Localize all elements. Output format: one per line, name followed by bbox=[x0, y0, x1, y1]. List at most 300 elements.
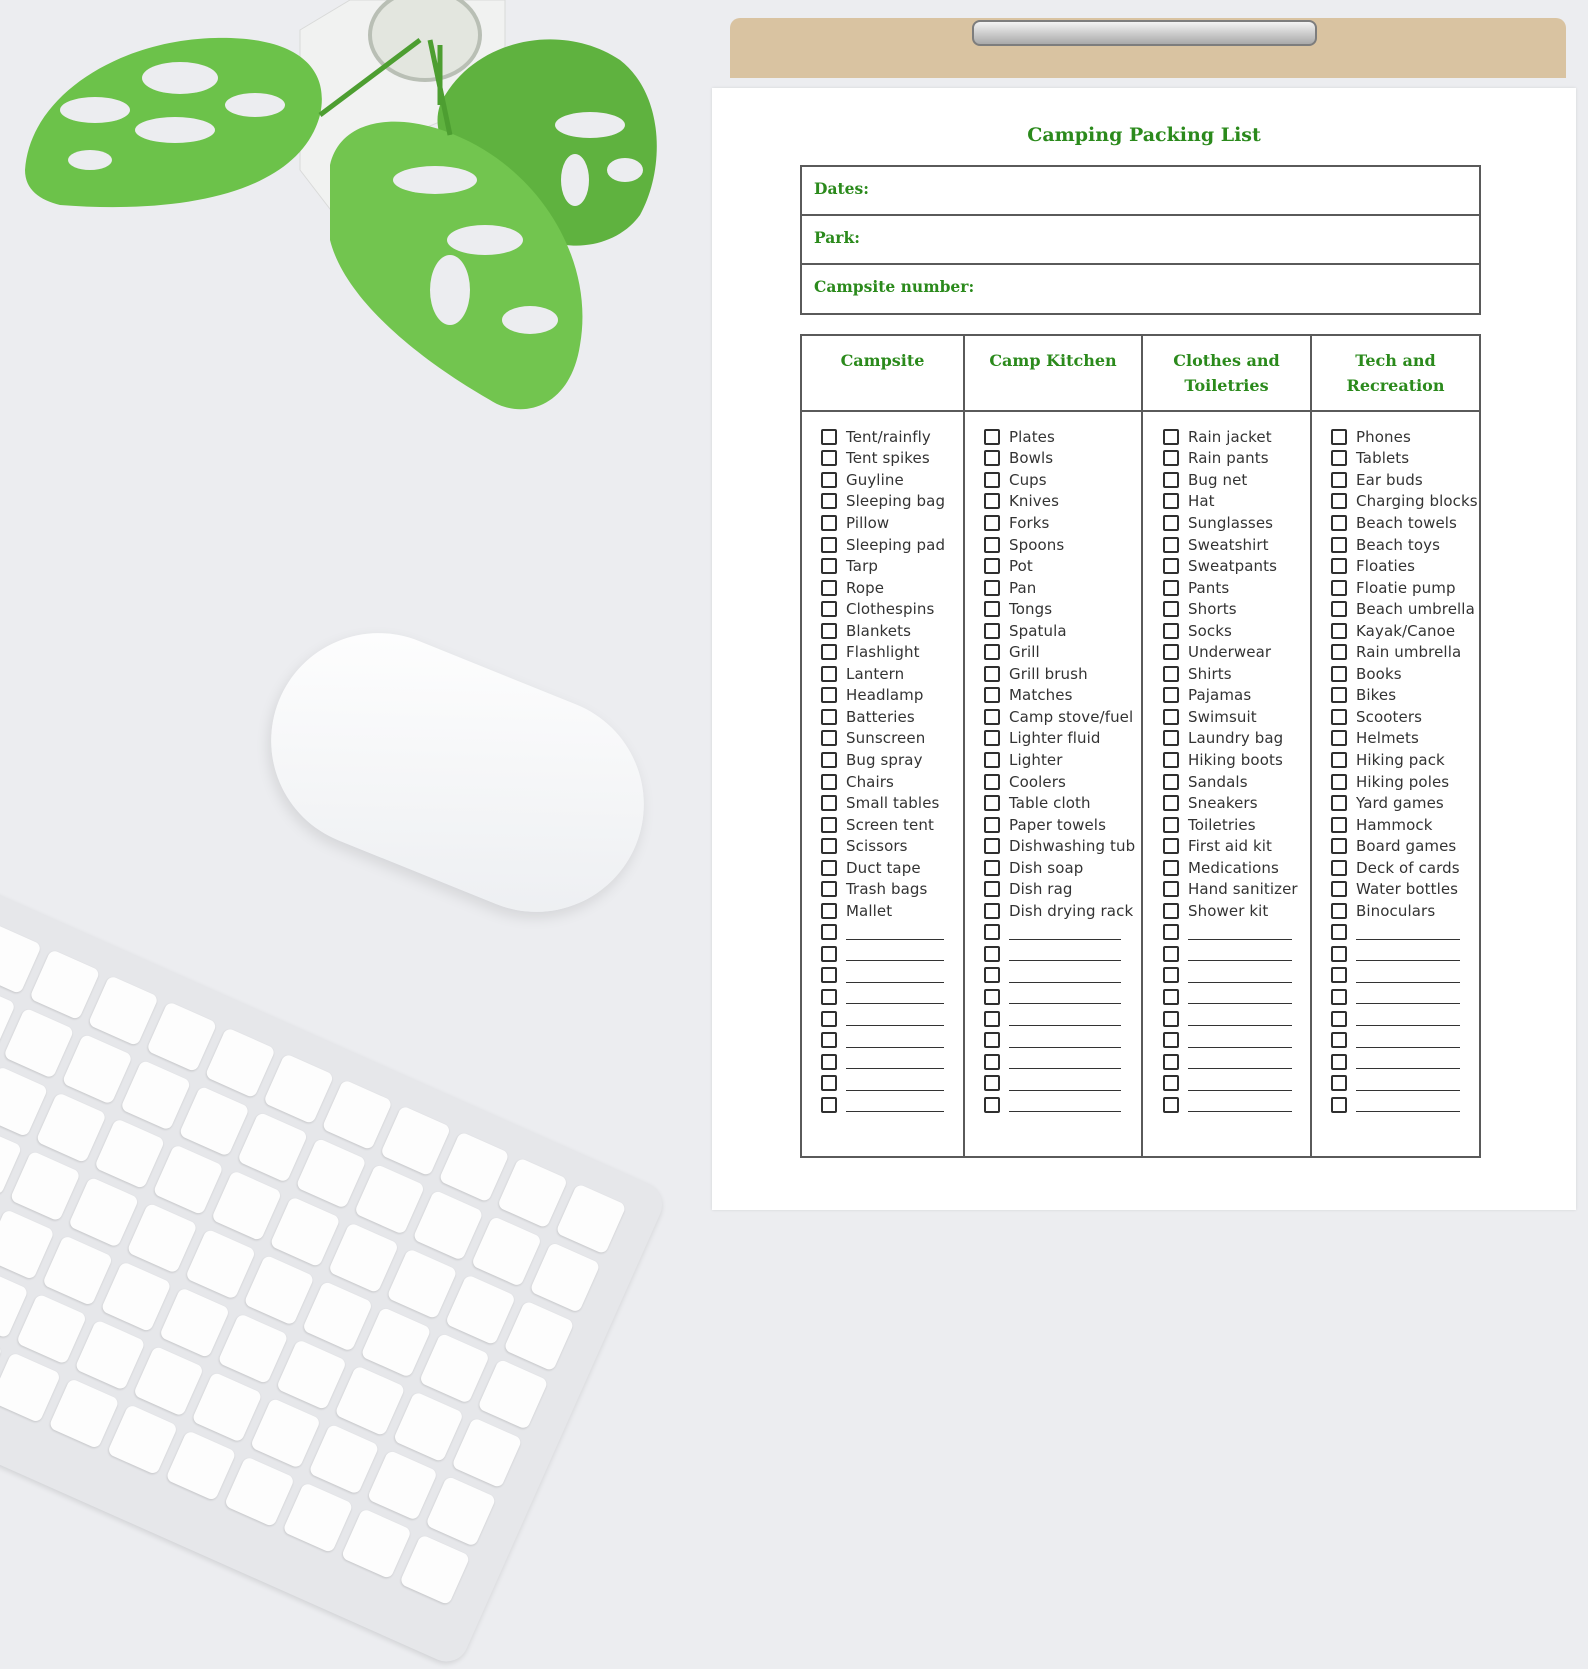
checkbox-icon[interactable] bbox=[1331, 429, 1347, 445]
checkbox-icon[interactable] bbox=[1331, 774, 1347, 790]
blank-checklist-item[interactable] bbox=[821, 1008, 963, 1030]
checklist-item[interactable] bbox=[1331, 900, 1479, 922]
checkbox-icon[interactable] bbox=[1163, 730, 1179, 746]
blank-checklist-item[interactable] bbox=[821, 965, 963, 987]
checklist-item[interactable] bbox=[821, 469, 963, 491]
checkbox-icon[interactable] bbox=[1331, 817, 1347, 833]
blank-checklist-item[interactable] bbox=[984, 1008, 1141, 1030]
write-in-line[interactable] bbox=[846, 993, 944, 1004]
checkbox-icon[interactable] bbox=[984, 967, 1000, 983]
checkbox-icon[interactable] bbox=[821, 1054, 837, 1070]
checklist-item[interactable] bbox=[821, 685, 963, 707]
write-in-line[interactable] bbox=[1356, 972, 1460, 983]
checkbox-icon[interactable] bbox=[821, 644, 837, 660]
blank-checklist-item[interactable] bbox=[1331, 965, 1479, 987]
checkbox-icon[interactable] bbox=[1331, 537, 1347, 553]
checkbox-icon[interactable] bbox=[1331, 623, 1347, 639]
blank-checklist-item[interactable] bbox=[1163, 1051, 1310, 1073]
checkbox-icon[interactable] bbox=[1331, 709, 1347, 725]
checkbox-icon[interactable] bbox=[1163, 493, 1179, 509]
checklist-item[interactable] bbox=[1163, 491, 1310, 513]
checkbox-icon[interactable] bbox=[821, 558, 837, 574]
checklist-item[interactable] bbox=[821, 706, 963, 728]
blank-checklist-item[interactable] bbox=[1331, 1008, 1479, 1030]
checklist-item[interactable] bbox=[984, 749, 1141, 771]
checkbox-icon[interactable] bbox=[984, 493, 1000, 509]
write-in-line[interactable] bbox=[846, 950, 944, 961]
checklist-item[interactable] bbox=[1331, 426, 1479, 448]
keyboard-key bbox=[321, 1079, 392, 1150]
checklist-item[interactable] bbox=[984, 835, 1141, 857]
checklist-item[interactable] bbox=[1163, 814, 1310, 836]
checklist-item[interactable] bbox=[1331, 814, 1479, 836]
write-in-line[interactable] bbox=[1188, 929, 1292, 940]
checkbox-icon[interactable] bbox=[1163, 623, 1179, 639]
checkbox-icon[interactable] bbox=[1163, 860, 1179, 876]
checkbox-icon[interactable] bbox=[1331, 1097, 1347, 1113]
checklist-item[interactable] bbox=[984, 814, 1141, 836]
checkbox-icon[interactable] bbox=[1163, 946, 1179, 962]
checklist-item[interactable] bbox=[1163, 598, 1310, 620]
checkbox-icon[interactable] bbox=[1331, 450, 1347, 466]
checkbox-icon[interactable] bbox=[984, 752, 1000, 768]
checklist-item[interactable] bbox=[1331, 469, 1479, 491]
checklist-item[interactable] bbox=[1163, 728, 1310, 750]
blank-checklist-item[interactable] bbox=[1331, 986, 1479, 1008]
checklist-item[interactable] bbox=[984, 663, 1141, 685]
blank-checklist-item[interactable] bbox=[984, 1072, 1141, 1094]
blank-checklist-item[interactable] bbox=[821, 1072, 963, 1094]
checkbox-icon[interactable] bbox=[1331, 558, 1347, 574]
checklist-item[interactable] bbox=[984, 706, 1141, 728]
write-in-line[interactable] bbox=[1356, 1058, 1460, 1069]
checklist-item[interactable] bbox=[1163, 577, 1310, 599]
write-in-line[interactable] bbox=[1009, 993, 1121, 1004]
write-in-line[interactable] bbox=[1356, 1080, 1460, 1091]
write-in-line[interactable] bbox=[1009, 1058, 1121, 1069]
checkbox-icon[interactable] bbox=[1163, 644, 1179, 660]
blank-checklist-item[interactable] bbox=[984, 922, 1141, 944]
checklist-item[interactable] bbox=[821, 878, 963, 900]
checkbox-icon[interactable] bbox=[1331, 881, 1347, 897]
write-in-line[interactable] bbox=[1009, 1015, 1121, 1026]
checklist-item[interactable] bbox=[821, 771, 963, 793]
checkbox-icon[interactable] bbox=[984, 558, 1000, 574]
checkbox-icon[interactable] bbox=[821, 967, 837, 983]
blank-checklist-item[interactable] bbox=[1163, 1029, 1310, 1051]
checkbox-icon[interactable] bbox=[1163, 515, 1179, 531]
write-in-line[interactable] bbox=[1188, 972, 1292, 983]
checklist-item[interactable] bbox=[821, 598, 963, 620]
blank-checklist-item[interactable] bbox=[984, 965, 1141, 987]
checkbox-icon[interactable] bbox=[1331, 752, 1347, 768]
checklist-item[interactable] bbox=[821, 426, 963, 448]
checklist-item[interactable] bbox=[984, 857, 1141, 879]
checklist-item[interactable] bbox=[1163, 469, 1310, 491]
checkbox-icon[interactable] bbox=[1163, 903, 1179, 919]
checkbox-icon[interactable] bbox=[1331, 580, 1347, 596]
checklist-item[interactable] bbox=[984, 641, 1141, 663]
blank-checklist-item[interactable] bbox=[821, 1094, 963, 1116]
blank-checklist-item[interactable] bbox=[984, 1051, 1141, 1073]
checkbox-icon[interactable] bbox=[1331, 838, 1347, 854]
checkbox-icon[interactable] bbox=[984, 1075, 1000, 1091]
checkbox-icon[interactable] bbox=[984, 989, 1000, 1005]
checkbox-icon[interactable] bbox=[984, 1054, 1000, 1070]
checkbox-icon[interactable] bbox=[984, 924, 1000, 940]
checkbox-icon[interactable] bbox=[984, 472, 1000, 488]
checkbox-icon[interactable] bbox=[1163, 472, 1179, 488]
checkbox-icon[interactable] bbox=[821, 666, 837, 682]
checkbox-icon[interactable] bbox=[821, 817, 837, 833]
checkbox-icon[interactable] bbox=[984, 1032, 1000, 1048]
checklist-item[interactable] bbox=[1331, 728, 1479, 750]
blank-checklist-item[interactable] bbox=[821, 1051, 963, 1073]
checkbox-icon[interactable] bbox=[1163, 601, 1179, 617]
checklist-item[interactable] bbox=[821, 900, 963, 922]
checkbox-icon[interactable] bbox=[1163, 1097, 1179, 1113]
checkbox-icon[interactable] bbox=[821, 580, 837, 596]
write-in-line[interactable] bbox=[1009, 1037, 1121, 1048]
blank-checklist-item[interactable] bbox=[1163, 1072, 1310, 1094]
checklist-item[interactable] bbox=[984, 448, 1141, 470]
checkbox-icon[interactable] bbox=[1331, 967, 1347, 983]
write-in-line[interactable] bbox=[1009, 950, 1121, 961]
checkbox-icon[interactable] bbox=[821, 903, 837, 919]
checkbox-icon[interactable] bbox=[984, 730, 1000, 746]
checkbox-icon[interactable] bbox=[984, 1097, 1000, 1113]
checklist-item[interactable] bbox=[1331, 598, 1479, 620]
checklist-item[interactable] bbox=[1331, 491, 1479, 513]
checklist-item[interactable] bbox=[1331, 706, 1479, 728]
checklist-item[interactable] bbox=[821, 857, 963, 879]
checkbox-icon[interactable] bbox=[984, 644, 1000, 660]
blank-checklist-item[interactable] bbox=[1163, 965, 1310, 987]
checklist-item[interactable] bbox=[1331, 641, 1479, 663]
checkbox-icon[interactable] bbox=[1331, 493, 1347, 509]
checkbox-icon[interactable] bbox=[1163, 881, 1179, 897]
checkbox-icon[interactable] bbox=[821, 989, 837, 1005]
checkbox-icon[interactable] bbox=[1331, 795, 1347, 811]
write-in-line[interactable] bbox=[846, 1037, 944, 1048]
blank-checklist-item[interactable] bbox=[821, 943, 963, 965]
checklist-item[interactable] bbox=[821, 792, 963, 814]
checkbox-icon[interactable] bbox=[984, 709, 1000, 725]
write-in-line[interactable] bbox=[1188, 950, 1292, 961]
keyboard-key bbox=[354, 1164, 425, 1235]
checkbox-icon[interactable] bbox=[821, 450, 837, 466]
checkbox-icon[interactable] bbox=[984, 429, 1000, 445]
checkbox-icon[interactable] bbox=[821, 924, 837, 940]
checkbox-icon[interactable] bbox=[821, 537, 837, 553]
checkbox-icon[interactable] bbox=[1331, 687, 1347, 703]
checkbox-icon[interactable] bbox=[1163, 666, 1179, 682]
checklist-item[interactable] bbox=[984, 900, 1141, 922]
checkbox-icon[interactable] bbox=[984, 774, 1000, 790]
write-in-line[interactable] bbox=[846, 1015, 944, 1026]
checkbox-icon[interactable] bbox=[1163, 838, 1179, 854]
checkbox-icon[interactable] bbox=[821, 774, 837, 790]
checkbox-icon[interactable] bbox=[821, 838, 837, 854]
checkbox-icon[interactable] bbox=[1331, 666, 1347, 682]
checkbox-icon[interactable] bbox=[1163, 687, 1179, 703]
checklist-item[interactable] bbox=[1163, 534, 1310, 556]
checklist-item[interactable] bbox=[821, 749, 963, 771]
checklist-item[interactable] bbox=[984, 771, 1141, 793]
checkbox-icon[interactable] bbox=[1331, 644, 1347, 660]
checklist-item[interactable] bbox=[1331, 512, 1479, 534]
checkbox-icon[interactable] bbox=[1163, 752, 1179, 768]
checkbox-icon[interactable] bbox=[984, 515, 1000, 531]
checkbox-icon[interactable] bbox=[1331, 1075, 1347, 1091]
checkbox-icon[interactable] bbox=[821, 709, 837, 725]
checkbox-icon[interactable] bbox=[1163, 795, 1179, 811]
checklist-item[interactable] bbox=[1163, 663, 1310, 685]
blank-checklist-item[interactable] bbox=[821, 986, 963, 1008]
checklist-item[interactable] bbox=[821, 534, 963, 556]
checklist-item[interactable] bbox=[1331, 448, 1479, 470]
checklist-item[interactable] bbox=[1331, 555, 1479, 577]
blank-checklist-item[interactable] bbox=[1163, 1008, 1310, 1030]
checklist-item[interactable] bbox=[1163, 426, 1310, 448]
checkbox-icon[interactable] bbox=[821, 1032, 837, 1048]
checklist-item[interactable] bbox=[1331, 792, 1479, 814]
checklist-item[interactable] bbox=[821, 555, 963, 577]
checklist-item[interactable] bbox=[984, 534, 1141, 556]
checklist-item[interactable] bbox=[821, 663, 963, 685]
checkbox-icon[interactable] bbox=[821, 730, 837, 746]
checklist-item[interactable] bbox=[1331, 857, 1479, 879]
write-in-line[interactable] bbox=[1356, 993, 1460, 1004]
checklist-item[interactable] bbox=[1163, 878, 1310, 900]
checklist-item[interactable] bbox=[984, 598, 1141, 620]
checklist-item[interactable] bbox=[984, 728, 1141, 750]
write-in-line[interactable] bbox=[1188, 1058, 1292, 1069]
checkbox-icon[interactable] bbox=[984, 881, 1000, 897]
checklist-item[interactable] bbox=[1331, 685, 1479, 707]
write-in-line[interactable] bbox=[1009, 972, 1121, 983]
checklist-item[interactable] bbox=[984, 620, 1141, 642]
checkbox-icon[interactable] bbox=[1331, 730, 1347, 746]
blank-checklist-item[interactable] bbox=[1331, 1072, 1479, 1094]
checkbox-icon[interactable] bbox=[1163, 537, 1179, 553]
checkbox-icon[interactable] bbox=[1163, 709, 1179, 725]
write-in-line[interactable] bbox=[846, 1058, 944, 1069]
blank-checklist-item[interactable] bbox=[821, 922, 963, 944]
checklist-item[interactable] bbox=[1163, 448, 1310, 470]
checklist-item[interactable] bbox=[1331, 878, 1479, 900]
checkbox-icon[interactable] bbox=[984, 795, 1000, 811]
checklist-item[interactable] bbox=[984, 685, 1141, 707]
checkbox-icon[interactable] bbox=[1331, 515, 1347, 531]
checklist-item-label: Shirts bbox=[1188, 664, 1232, 683]
checkbox-icon[interactable] bbox=[984, 1011, 1000, 1027]
checkbox-icon[interactable] bbox=[1331, 601, 1347, 617]
checkbox-icon[interactable] bbox=[1163, 580, 1179, 596]
blank-checklist-item[interactable] bbox=[1331, 1094, 1479, 1116]
write-in-line[interactable] bbox=[1188, 1101, 1292, 1112]
blank-checklist-item[interactable] bbox=[1163, 1094, 1310, 1116]
checkbox-icon[interactable] bbox=[821, 472, 837, 488]
write-in-line[interactable] bbox=[1356, 1037, 1460, 1048]
checkbox-icon[interactable] bbox=[984, 450, 1000, 466]
blank-checklist-item[interactable] bbox=[1331, 943, 1479, 965]
checkbox-icon[interactable] bbox=[984, 687, 1000, 703]
checklist-item[interactable] bbox=[984, 555, 1141, 577]
checkbox-icon[interactable] bbox=[1331, 472, 1347, 488]
checkbox-icon[interactable] bbox=[821, 429, 837, 445]
checkbox-icon[interactable] bbox=[1163, 1054, 1179, 1070]
write-in-line[interactable] bbox=[1188, 993, 1292, 1004]
blank-checklist-item[interactable] bbox=[984, 943, 1141, 965]
checklist-item[interactable] bbox=[821, 814, 963, 836]
checkbox-icon[interactable] bbox=[1163, 967, 1179, 983]
checkbox-icon[interactable] bbox=[984, 601, 1000, 617]
checkbox-icon[interactable] bbox=[1163, 1075, 1179, 1091]
checklist-item[interactable] bbox=[1163, 900, 1310, 922]
checkbox-icon[interactable] bbox=[821, 946, 837, 962]
keyboard-key bbox=[126, 1203, 197, 1274]
write-in-line[interactable] bbox=[846, 972, 944, 983]
checkbox-icon[interactable] bbox=[1331, 1032, 1347, 1048]
checkbox-icon[interactable] bbox=[821, 795, 837, 811]
checklist-item[interactable] bbox=[1163, 749, 1310, 771]
checkbox-icon[interactable] bbox=[1331, 1011, 1347, 1027]
checklist-item[interactable] bbox=[821, 491, 963, 513]
checklist-item[interactable] bbox=[1163, 685, 1310, 707]
checklist-item[interactable] bbox=[1331, 663, 1479, 685]
checkbox-icon[interactable] bbox=[1331, 903, 1347, 919]
checklist-item[interactable] bbox=[1331, 620, 1479, 642]
checkbox-icon[interactable] bbox=[1163, 450, 1179, 466]
checklist-item[interactable] bbox=[1331, 835, 1479, 857]
checkbox-icon[interactable] bbox=[821, 752, 837, 768]
checkbox-icon[interactable] bbox=[821, 1075, 837, 1091]
checklist-item[interactable] bbox=[1163, 857, 1310, 879]
checklist-item[interactable] bbox=[1163, 512, 1310, 534]
checkbox-icon[interactable] bbox=[984, 580, 1000, 596]
checklist-item-label: Bowls bbox=[1009, 449, 1054, 468]
checklist-item[interactable] bbox=[984, 878, 1141, 900]
write-in-line[interactable] bbox=[1009, 929, 1121, 940]
checklist-item[interactable] bbox=[1163, 641, 1310, 663]
column-clothes-toiletries bbox=[1143, 336, 1312, 1156]
write-in-line[interactable] bbox=[1009, 1101, 1121, 1112]
write-in-line[interactable] bbox=[1188, 1037, 1292, 1048]
checkbox-icon[interactable] bbox=[821, 1097, 837, 1113]
checkbox-icon[interactable] bbox=[821, 623, 837, 639]
checkbox-icon[interactable] bbox=[1331, 989, 1347, 1005]
write-in-line[interactable] bbox=[1009, 1080, 1121, 1091]
blank-checklist-item[interactable] bbox=[984, 1094, 1141, 1116]
checkbox-icon[interactable] bbox=[821, 601, 837, 617]
checklist-item[interactable] bbox=[821, 835, 963, 857]
blank-checklist-item[interactable] bbox=[1163, 922, 1310, 944]
checkbox-icon[interactable] bbox=[984, 666, 1000, 682]
checkbox-icon[interactable] bbox=[984, 946, 1000, 962]
checkbox-icon[interactable] bbox=[821, 1011, 837, 1027]
blank-checklist-item[interactable] bbox=[821, 1029, 963, 1051]
checklist-item[interactable] bbox=[821, 620, 963, 642]
checkbox-icon[interactable] bbox=[1163, 817, 1179, 833]
checklist-item[interactable] bbox=[984, 577, 1141, 599]
checklist-item-label: Lighter bbox=[1009, 750, 1063, 769]
checkbox-icon[interactable] bbox=[1163, 1032, 1179, 1048]
blank-checklist-item[interactable] bbox=[1163, 986, 1310, 1008]
checklist-item[interactable] bbox=[1163, 771, 1310, 793]
write-in-line[interactable] bbox=[1356, 1015, 1460, 1026]
checkbox-icon[interactable] bbox=[1163, 558, 1179, 574]
checklist-item[interactable] bbox=[984, 512, 1141, 534]
checklist-item[interactable] bbox=[1331, 577, 1479, 599]
blank-checklist-item[interactable] bbox=[1163, 943, 1310, 965]
checkbox-icon[interactable] bbox=[821, 493, 837, 509]
checkbox-icon[interactable] bbox=[821, 860, 837, 876]
checklist-item[interactable] bbox=[1163, 792, 1310, 814]
checkbox-icon[interactable] bbox=[1331, 860, 1347, 876]
checklist-item[interactable] bbox=[1331, 534, 1479, 556]
checkbox-icon[interactable] bbox=[984, 838, 1000, 854]
checklist-item[interactable] bbox=[821, 448, 963, 470]
checkbox-icon[interactable] bbox=[821, 881, 837, 897]
write-in-line[interactable] bbox=[1356, 950, 1460, 961]
checkbox-icon[interactable] bbox=[1163, 774, 1179, 790]
checkbox-icon[interactable] bbox=[1331, 1054, 1347, 1070]
checklist-item[interactable] bbox=[984, 491, 1141, 513]
checkbox-icon[interactable] bbox=[984, 903, 1000, 919]
checkbox-icon[interactable] bbox=[984, 537, 1000, 553]
write-in-line[interactable] bbox=[846, 1101, 944, 1112]
checkbox-icon[interactable] bbox=[984, 623, 1000, 639]
checkbox-icon[interactable] bbox=[1163, 924, 1179, 940]
write-in-line[interactable] bbox=[1188, 1080, 1292, 1091]
checkbox-icon[interactable] bbox=[1331, 924, 1347, 940]
write-in-line[interactable] bbox=[1188, 1015, 1292, 1026]
checkbox-icon[interactable] bbox=[1163, 1011, 1179, 1027]
checkbox-icon[interactable] bbox=[984, 817, 1000, 833]
checklist-item[interactable] bbox=[1331, 749, 1479, 771]
checkbox-icon[interactable] bbox=[1163, 989, 1179, 1005]
checklist-item[interactable] bbox=[821, 577, 963, 599]
checklist-item[interactable] bbox=[821, 728, 963, 750]
checkbox-icon[interactable] bbox=[1331, 946, 1347, 962]
blank-checklist-item[interactable] bbox=[984, 986, 1141, 1008]
checklist-item[interactable] bbox=[1163, 555, 1310, 577]
checkbox-icon[interactable] bbox=[821, 687, 837, 703]
blank-checklist-item[interactable] bbox=[984, 1029, 1141, 1051]
write-in-line[interactable] bbox=[1356, 1101, 1460, 1112]
checklist-item[interactable] bbox=[821, 512, 963, 534]
blank-checklist-item[interactable] bbox=[1331, 1029, 1479, 1051]
checkbox-icon[interactable] bbox=[821, 515, 837, 531]
write-in-line[interactable] bbox=[846, 929, 944, 940]
keyboard-key bbox=[217, 1313, 288, 1384]
checkbox-icon[interactable] bbox=[984, 860, 1000, 876]
checklist-item[interactable] bbox=[984, 792, 1141, 814]
write-in-line[interactable] bbox=[846, 1080, 944, 1091]
write-in-line[interactable] bbox=[1356, 929, 1460, 940]
checklist-item[interactable] bbox=[984, 426, 1141, 448]
checklist-item[interactable] bbox=[821, 641, 963, 663]
checkbox-icon[interactable] bbox=[1163, 429, 1179, 445]
blank-checklist-item[interactable] bbox=[1331, 1051, 1479, 1073]
blank-checklist-item[interactable] bbox=[1331, 922, 1479, 944]
checklist-item[interactable] bbox=[1163, 835, 1310, 857]
checklist-item[interactable] bbox=[1331, 771, 1479, 793]
checklist-item[interactable] bbox=[1163, 706, 1310, 728]
checklist-item[interactable] bbox=[984, 469, 1141, 491]
checklist-item[interactable] bbox=[1163, 620, 1310, 642]
